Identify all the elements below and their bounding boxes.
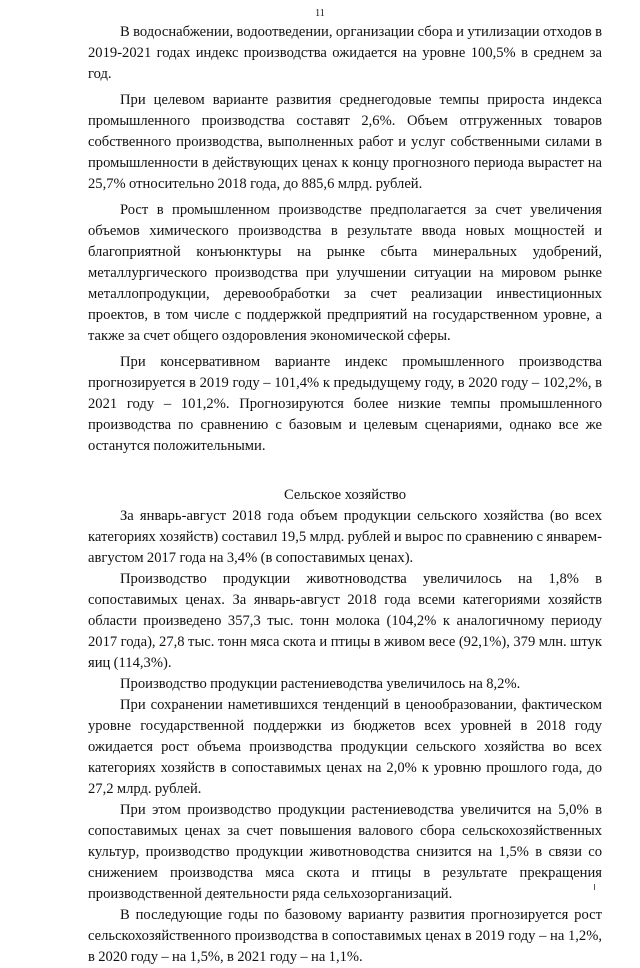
paragraph-target-scenario: При целевом варианте развития среднегодовые темпы прироста индекса промышленного производства составят 2,6%. Объем отгруженных товаров собственного производства, выполненных работ и услуг собственными силами в промышленности в действующих ценах к концу прогнозного периода вырастет на 25,7% относительно 2018 года, до 885,6 млрд. рублей. — [88, 92, 602, 192]
paragraph-base-forecast: В последующие годы по базовому варианту развития прогнозируется рост сельскохозяйственного производства в сопоставимых ценах в 2019 году – на 1,2%, в 2020 году – на 1,5%, в 2021 году – на 1,1%. — [88, 907, 602, 965]
paragraph-forecast-2018: При сохранении наметившихся тенденций в ценообразовании, фактическом уровне государственной поддержки из бюджетов всех уровней в 2018 году ожидается рост объема производства продукции сельского хозяйства во всех категориях хозяйств в сопоставимых ценах на 2,0% к уровню прошлого года, до 27,2 млрд. рублей. — [88, 697, 602, 797]
section-title-agriculture: Сельское хозяйство — [283, 487, 407, 503]
paragraph-crop-production: Производство продукции растениеводства увеличилось на 8,2%. — [120, 676, 521, 692]
paragraph-crop-vs-livestock: При этом производство продукции растениеводства увеличится на 5,0% в сопоставимых ценах за счет повышения валового сбора сельскохозяйственных культур, производство продукции животноводства снизится на 1,5% в связи со снижением производства мяса скота и птицы в результате прекращения производственной деятельности ряда сельхозорганизаций. — [88, 802, 602, 902]
paragraph-water-supply: В водоснабжении, водоотведении, организации сбора и утилизации отходов в 2019-2021 годах индекс производства ожидается на уровне 100,5% в среднем за год. — [88, 24, 602, 82]
page-number: 11 — [315, 8, 325, 19]
paragraph-livestock: Производство продукции животноводства увеличилось на 1,8% в сопоставимых ценах. За январь-август 2018 года всеми категориями хозяйств области произведено 357,3 тыс. тонн молока (104,2% к аналогичному периоду 2017 года), 27,8 тыс. тонн мяса скота и птицы в живом весе (92,1%), 379 млн. штук яиц (114,3%). — [88, 571, 602, 671]
scan-mark — [594, 884, 595, 890]
paragraph-industrial-growth: Рост в промышленном производстве предполагается за счет увеличения объемов химического производства в результате ввода новых мощностей и благоприятной конъюнктуры на рынке сбыта минеральных удобрений, металлургического производства при улучшении ситуации на мировом рынке металлопродукции, деревообработки за счет реализации инвестиционных проектов, в том числе с поддержкой предприятий на государственном уровне, а также за счет общего оздоровления экономической сферы. — [88, 202, 602, 344]
paragraph-conservative-scenario: При консервативном варианте индекс промышленного производства прогнозируется в 2019 году – 101,4% к предыдущему году, в 2020 году – 102,2%, в 2021 году – 101,2%. Прогнозируются более низкие темпы промышленного производства по сравнению с базовым и целевым сценариями, однако все же останутся положительными. — [88, 354, 602, 454]
document-body — [88, 22, 602, 968]
paragraph-agriculture-output: За январь-август 2018 года объем продукции сельского хозяйства (во всех категориях хозяйств) составил 19,5 млрд. рублей и вырос по сравнению с январем-августом 2017 года на 3,4% (в сопоставимых ценах). — [88, 508, 602, 566]
